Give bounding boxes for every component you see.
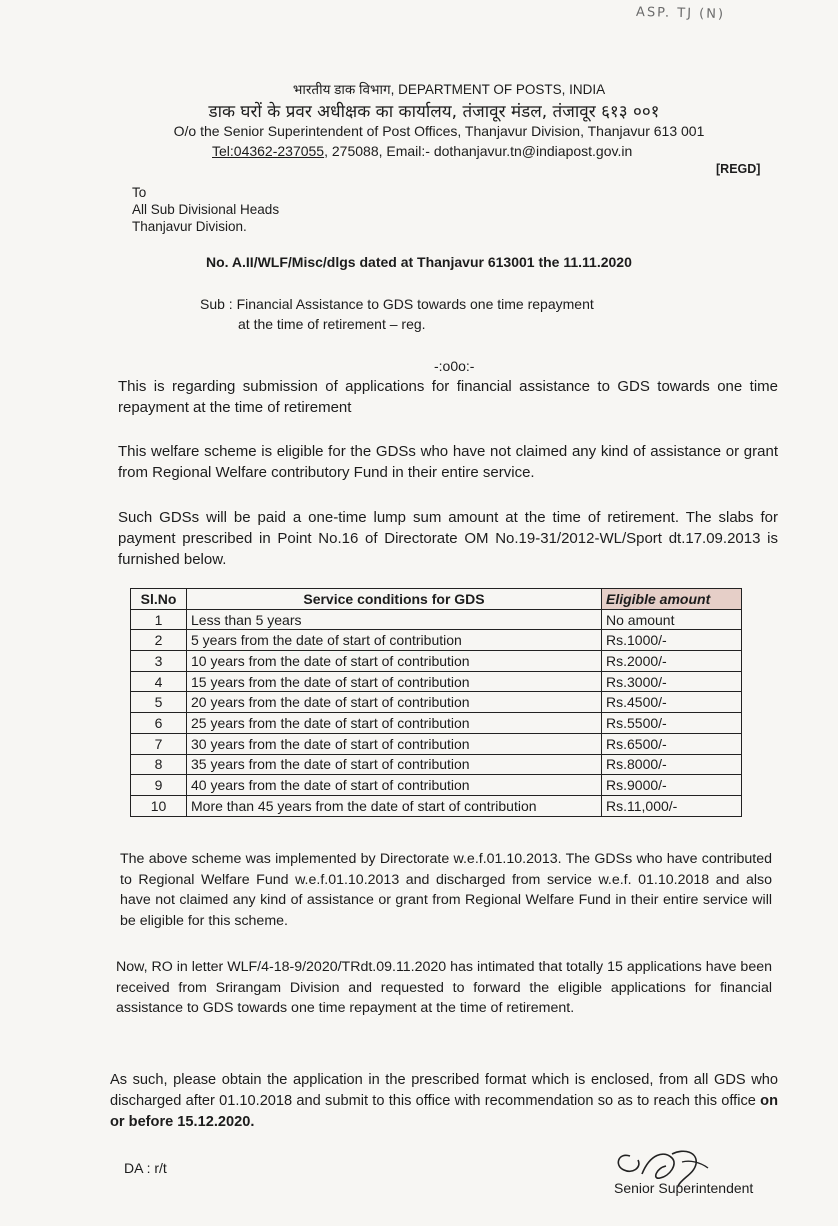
separator: -:o0o:- xyxy=(434,358,475,374)
paragraph-2: This welfare scheme is eligible for the GDSs who have not claimed any kind of assistance or grant from Regional Welfare contributory Fund in their entire service. xyxy=(118,443,778,481)
table-row xyxy=(131,775,742,796)
cell-slno: 9 xyxy=(131,775,187,796)
cell-slno: 1 xyxy=(131,609,187,630)
cell-amount: Rs.3000/- xyxy=(602,671,742,692)
cell-amount: Rs.4500/- xyxy=(602,692,742,713)
cell-slno: 8 xyxy=(131,754,187,775)
cell-slno: 2 xyxy=(131,630,187,651)
enclosure-note: DA : r/t xyxy=(124,1160,167,1176)
cell-service-condition: 20 years from the date of start of contribution xyxy=(187,692,602,713)
paragraph-4: The above scheme was implemented by Directorate w.e.f.01.10.2013. The GDSs who have contributed to Regional Welfare Fund w.e.f.01.10.2013 and discharged from service w.e.f. 01.10.2018 and also have not claimed any kind of assistance or grant from Regional Welfare Fund in their entire service will be eligible for this scheme. xyxy=(120,851,772,929)
reference-number: No. A.II/WLF/Misc/dlgs dated at Thanjavur 613001 the 11.11.2020 xyxy=(206,254,632,270)
table-row xyxy=(131,733,742,754)
regd-label: [REGD] xyxy=(716,162,761,176)
paragraph-1: This is regarding submission of applications for financial assistance to GDS towards one time repayment at the time of retirement xyxy=(118,378,778,416)
cell-slno: 3 xyxy=(131,651,187,672)
cell-slno: 5 xyxy=(131,692,187,713)
table-header-row xyxy=(131,589,742,610)
cell-slno: 4 xyxy=(131,671,187,692)
cell-amount: Rs.2000/- xyxy=(602,651,742,672)
payment-slab-table xyxy=(130,588,742,817)
table-row xyxy=(131,692,742,713)
cell-service-condition: 30 years from the date of start of contribution xyxy=(187,733,602,754)
cell-amount: Rs.1000/- xyxy=(602,630,742,651)
cell-amount: No amount xyxy=(602,609,742,630)
header-service-conditions: Service conditions for GDS xyxy=(187,589,602,610)
table-row xyxy=(131,630,742,651)
table-row xyxy=(131,609,742,630)
paragraph-6-deadline: on or before 15.12.2020. xyxy=(110,1093,778,1130)
paragraph-5: Now, RO in letter WLF/4-18-9/2020/TRdt.09.11.2020 has intimated that totally 15 applications have been received from Srirangam Division and requested to forward the eligible applications for financial assistance to GDS towards one time repayment at the time of retirement. xyxy=(116,959,772,1016)
header-eligible-amount: Eligible amount xyxy=(602,589,742,610)
header-telephone: Tel:04362-237055 xyxy=(212,143,325,159)
subject-line2: at the time of retirement – reg. xyxy=(238,316,426,332)
addressee-block xyxy=(132,184,279,235)
cell-service-condition: 5 years from the date of start of contribution xyxy=(187,630,602,651)
cell-amount: Rs.11,000/- xyxy=(602,795,742,816)
addressee-to: To xyxy=(132,185,147,200)
cell-service-condition: More than 45 years from the date of start of contribution xyxy=(187,795,602,816)
header-office-english: O/o the Senior Superintendent of Post Offices, Thanjavur Division, Thanjavur 613 001 xyxy=(173,123,705,139)
table-row xyxy=(131,795,742,816)
handwritten-note: ASP. TJ (N) xyxy=(635,4,726,23)
subject-block xyxy=(200,294,594,334)
paragraph-6-text: As such, please obtain the application in the prescribed format which is enclosed, from all GDS who discharged after 01.10.2018 and submit to this office with recommendation so as to reach this office xyxy=(110,1072,778,1109)
paragraph-6 xyxy=(110,1070,778,1133)
cell-amount: Rs.6500/- xyxy=(602,733,742,754)
table-row xyxy=(131,671,742,692)
cell-amount: Rs.5500/- xyxy=(602,713,742,734)
cell-service-condition: 15 years from the date of start of contribution xyxy=(187,671,602,692)
header-department: भारतीय डाक विभाग, DEPARTMENT OF POSTS, INDIA xyxy=(292,82,606,97)
paragraph-3: Such GDSs will be paid a one-time lump sum amount at the time of retirement. The slabs for payment prescribed in Point No.16 of Directorate OM No.19-31/2012-WL/Sport dt.17.09.2013 is furnished below. xyxy=(118,509,778,568)
cell-service-condition: Less than 5 years xyxy=(187,609,602,630)
cell-slno: 6 xyxy=(131,713,187,734)
header-slno: Sl.No xyxy=(131,589,187,610)
signature-title: Senior Superintendent xyxy=(614,1180,754,1196)
cell-slno: 7 xyxy=(131,733,187,754)
addressee-line1: All Sub Divisional Heads xyxy=(132,202,280,217)
cell-service-condition: 35 years from the date of start of contribution xyxy=(187,754,602,775)
cell-service-condition: 40 years from the date of start of contribution xyxy=(187,775,602,796)
table-row xyxy=(131,651,742,672)
header-contact xyxy=(212,143,632,159)
table-row xyxy=(131,713,742,734)
cell-amount: Rs.9000/- xyxy=(602,775,742,796)
cell-service-condition: 25 years from the date of start of contribution xyxy=(187,713,602,734)
cell-amount: Rs.8000/- xyxy=(602,754,742,775)
subject-line1: Sub : Financial Assistance to GDS towards one time repayment xyxy=(200,296,594,312)
cell-slno: 10 xyxy=(131,795,187,816)
header-contact-rest: , 275088, Email:- dothanjavur.tn@indiapost.gov.in xyxy=(324,143,633,159)
cell-service-condition: 10 years from the date of start of contribution xyxy=(187,651,602,672)
table-row xyxy=(131,754,742,775)
header-office-hindi: डाक घरों के प्रवर अधीक्षक का कार्यालय, तंजावूर मंडल, तंजावूर ६१३ ००१ xyxy=(208,102,660,122)
addressee-line2: Thanjavur Division. xyxy=(132,219,247,234)
